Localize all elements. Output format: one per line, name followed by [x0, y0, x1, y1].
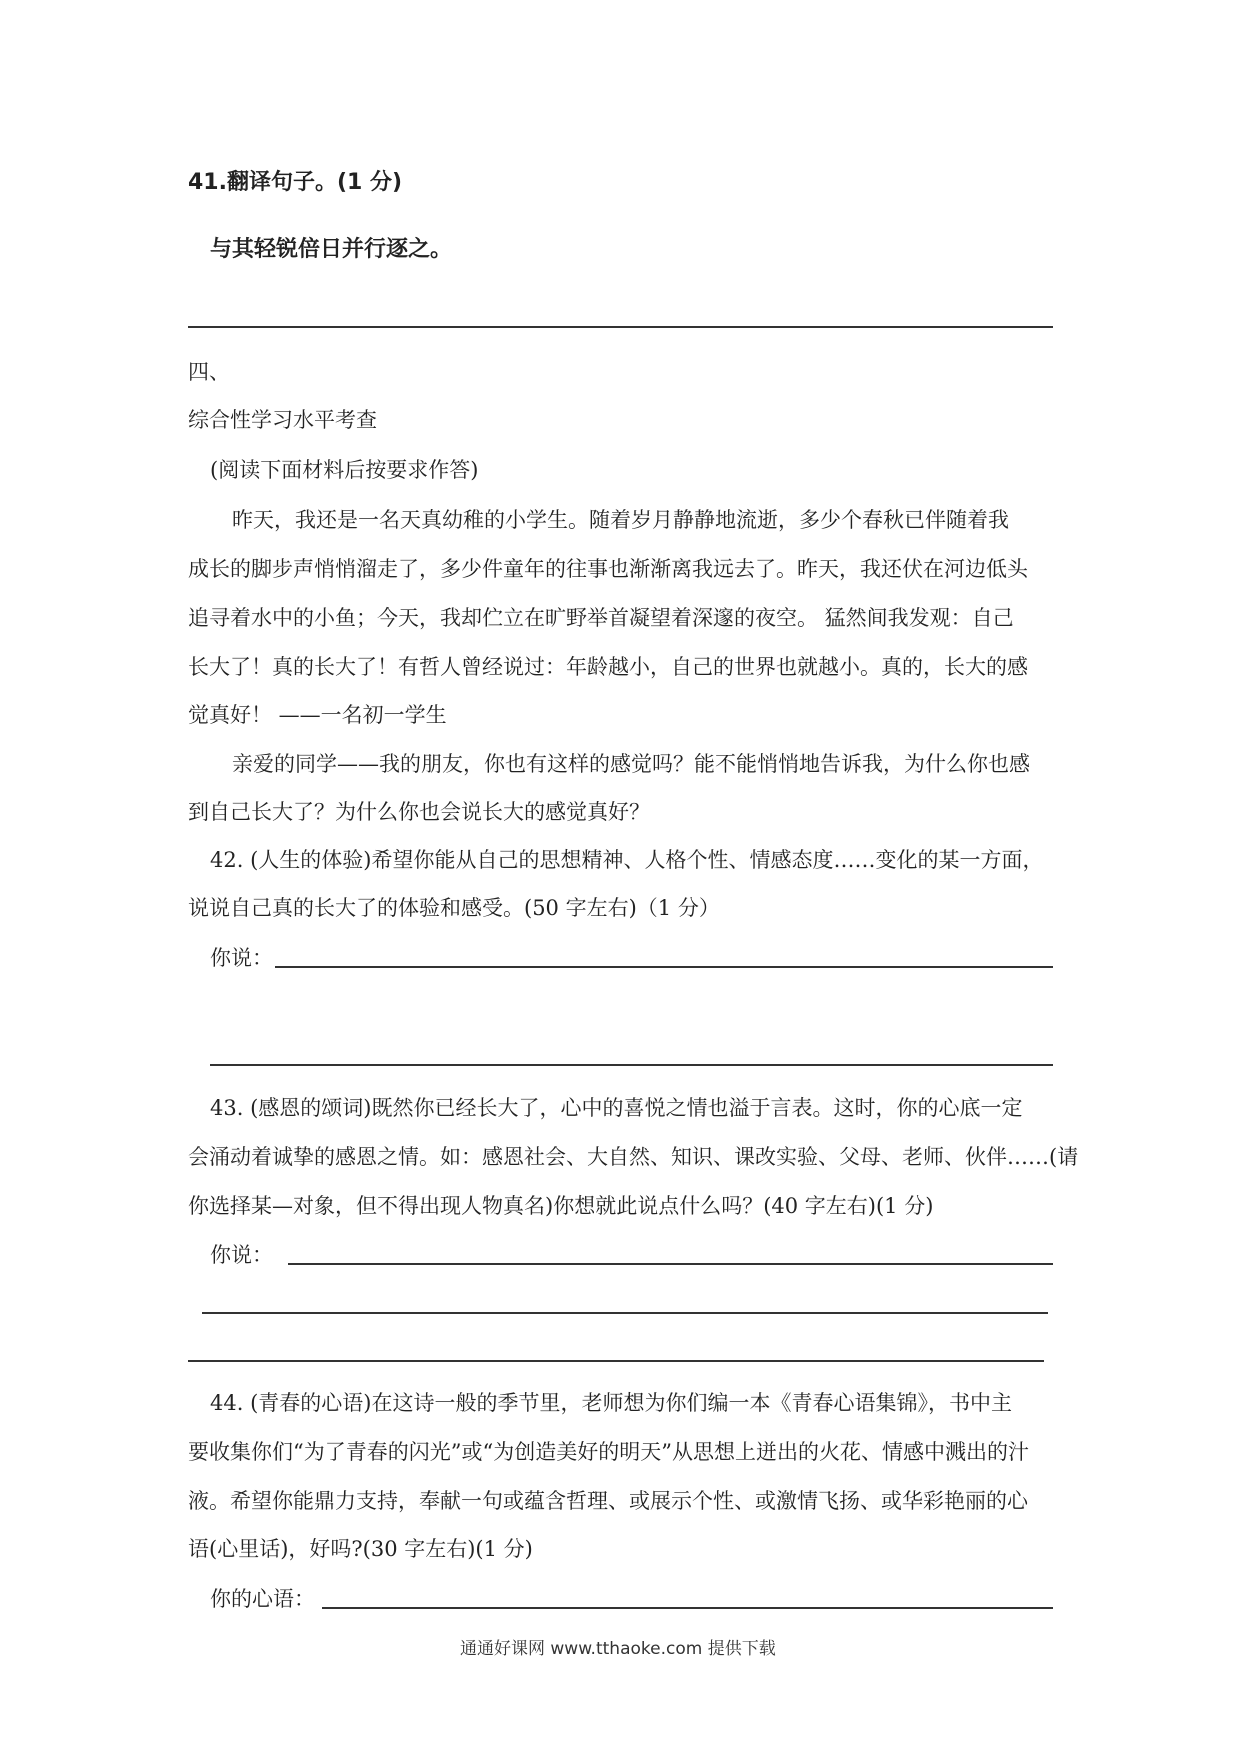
section-number: 四、 — [188, 360, 230, 384]
q42-line: 42. (人生的体验)希望你能从自己的思想精神、人格个性、情感态度……变化的某一方面， — [210, 848, 1044, 872]
q44-line: 要收集你们“为了青春的闪光”或“为创造美好的明天”从思想上迸出的火花、情感中溅出的汁 — [188, 1440, 1029, 1464]
q43-line: 你选择某—对象，但不得出现人物真名)你想就此说点什么吗？(40 字左右)(1 分) — [188, 1194, 934, 1218]
q43-line: 43. (感恩的颂词)既然你已经长大了，心中的喜悦之情也溢于言表。这时，你的心底一定 — [210, 1096, 1023, 1120]
q42-answer-line[interactable] — [275, 966, 1053, 968]
passage-line: 追寻着水中的小鱼；今天，我却伫立在旷野举首凝望着深邃的夜空。 猛然间我发观：自己 — [188, 606, 1014, 630]
q44-line: 44. (青春的心语)在这诗一般的季节里，老师想为你们编一本《青春心语集锦》，书中主 — [210, 1391, 1012, 1415]
section-instruction: (阅读下面材料后按要求作答) — [210, 458, 479, 482]
q42-line: 说说自己真的长大了的体验和感受。(50 字左右)（1 分） — [188, 896, 720, 920]
q43-answer-label: 你说： — [210, 1243, 273, 1267]
q43-answer-line[interactable] — [188, 1360, 1044, 1362]
prompt-line: 亲爱的同学——我的朋友，你也有这样的感觉吗？能不能悄悄地告诉我，为什么你也感 — [232, 752, 1030, 776]
q44-line: 液。希望你能鼎力支持，奉献一句或蕴含哲理、或展示个性、或激情飞扬、或华彩艳丽的心 — [188, 1489, 1028, 1513]
q43-line: 会涌动着诚挚的感恩之情。如：感恩社会、大自然、知识、课改实验、父母、老师、伙伴……(请 — [188, 1145, 1079, 1169]
passage-line: 觉真好！ ——一名初一学生 — [188, 703, 447, 727]
q43-answer-line[interactable] — [288, 1263, 1053, 1265]
q44-line: 语(心里话)，好吗?(30 字左右)(1 分) — [188, 1537, 533, 1561]
passage-line: 成长的脚步声悄悄溜走了，多少件童年的往事也渐渐离我远去了。昨天，我还伏在河边低头 — [188, 557, 1028, 581]
q42-answer-line[interactable] — [210, 1064, 1053, 1066]
section-title: 综合性学习水平考查 — [188, 408, 377, 432]
q41-answer-line[interactable] — [188, 326, 1053, 328]
q43-answer-line[interactable] — [202, 1312, 1048, 1314]
passage-line: 昨天，我还是一名天真幼稚的小学生。随着岁月静静地流逝，多少个春秋已伴随着我 — [232, 508, 1009, 532]
q44-answer-label: 你的心语： — [210, 1587, 315, 1611]
q42-answer-label: 你说： — [210, 946, 273, 970]
q44-answer-line[interactable] — [322, 1607, 1053, 1609]
prompt-line: 到自己长大了？为什么你也会说长大的感觉真好？ — [188, 800, 650, 824]
q41-sentence: 与其轻锐倍日并行逐之。 — [210, 237, 453, 262]
q41-title: 41.翻译句子。(1 分) — [188, 170, 403, 195]
footer-text: 通通好课网 www.tthaoke.com 提供下载 — [460, 1639, 776, 1659]
passage-line: 长大了！真的长大了！有哲人曾经说过：年龄越小，自己的世界也就越小。真的，长大的感 — [188, 655, 1028, 679]
